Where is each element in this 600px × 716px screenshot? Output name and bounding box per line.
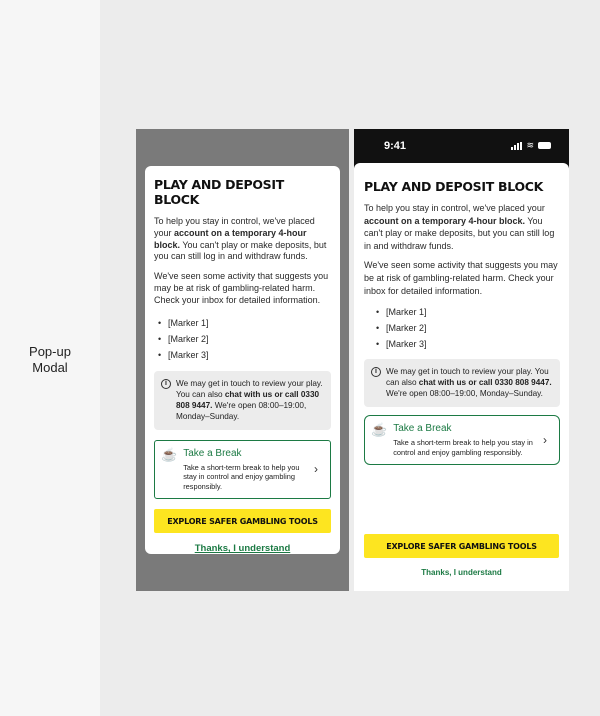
section-label: Pop-up Modal xyxy=(29,344,71,375)
battery-icon xyxy=(538,142,551,149)
signal-icon xyxy=(511,142,522,150)
marker-list xyxy=(364,304,560,352)
status-time: 9:41 xyxy=(384,140,407,152)
info-icon: i xyxy=(161,379,171,389)
modal-title: PLAY AND DEPOSIT BLOCK xyxy=(154,177,284,207)
risk-description: We've seen some activity that suggests you may be at risk of gambling-related harm. Check your inbox for detailed information. xyxy=(364,260,558,296)
chevron-right-icon: › xyxy=(314,462,318,477)
info-icon: i xyxy=(371,367,381,377)
list-item: • [Marker 2] xyxy=(154,331,331,347)
contact-info-text: We may get in touch to review your play. You can also chat with us or call 0330 808 9447. We're open 08:00–19:00, Monday–Sunday. xyxy=(386,367,552,399)
list-item: • [Marker 1] xyxy=(364,304,560,320)
block-description: To help you stay in control, we've placed your account on a temporary 4-hour block. You can't play or make deposits, but you can still log in and withdraw funds. xyxy=(154,216,327,262)
take-a-break-title: Take a Break xyxy=(393,423,452,435)
risk-description: We've seen some activity that suggests you may be at risk of gambling-related harm. Check your inbox for detailed information. xyxy=(154,271,329,305)
list-item: • [Marker 2] xyxy=(364,320,560,336)
thanks-understand-link[interactable]: Thanks, I understand xyxy=(421,568,502,577)
coffee-cup-icon: ☕ xyxy=(161,446,178,462)
popup-modal xyxy=(145,166,340,554)
take-a-break-card[interactable] xyxy=(364,415,560,465)
list-item: • [Marker 1] xyxy=(154,315,331,331)
take-a-break-card[interactable] xyxy=(154,440,331,500)
explore-tools-button[interactable]: EXPLORE SAFER GAMBLING TOOLS xyxy=(154,509,331,533)
list-item: • [Marker 3] xyxy=(154,347,331,363)
full-screen-sheet xyxy=(354,163,569,591)
block-description: To help you stay in control, we've placed your account on a temporary 4-hour block. You can't play or make deposits, but you can still log in and withdraw funds. xyxy=(364,203,555,251)
take-a-break-title: Take a Break xyxy=(183,447,242,459)
chevron-right-icon: › xyxy=(543,433,547,448)
contact-info-box xyxy=(154,371,331,430)
left-panel xyxy=(0,0,100,716)
coffee-cup-icon: ☕ xyxy=(371,422,388,438)
wifi-icon: ≋ xyxy=(526,140,534,150)
contact-info-text: We may get in touch to review your play. You can also chat with us or call 0330 808 9447. We're open 08:00–19:00, Monday–Sunday. xyxy=(176,378,323,421)
status-bar xyxy=(354,129,569,163)
status-icons xyxy=(511,141,551,150)
take-a-break-description: Take a short-term break to help you stay in control and enjoy gambling responsibly. xyxy=(393,438,533,457)
take-a-break-description: Take a short-term break to help you stay in control and enjoy gambling responsibly. xyxy=(183,462,300,491)
mobile-frame xyxy=(354,129,569,591)
explore-tools-button[interactable]: EXPLORE SAFER GAMBLING TOOLS xyxy=(364,534,559,558)
marker-list xyxy=(154,315,331,363)
thanks-understand-link[interactable]: Thanks, I understand xyxy=(194,543,291,555)
sheet-title: PLAY AND DEPOSIT BLOCK xyxy=(364,179,544,194)
contact-info-box xyxy=(364,359,560,407)
list-item: • [Marker 3] xyxy=(364,336,560,352)
